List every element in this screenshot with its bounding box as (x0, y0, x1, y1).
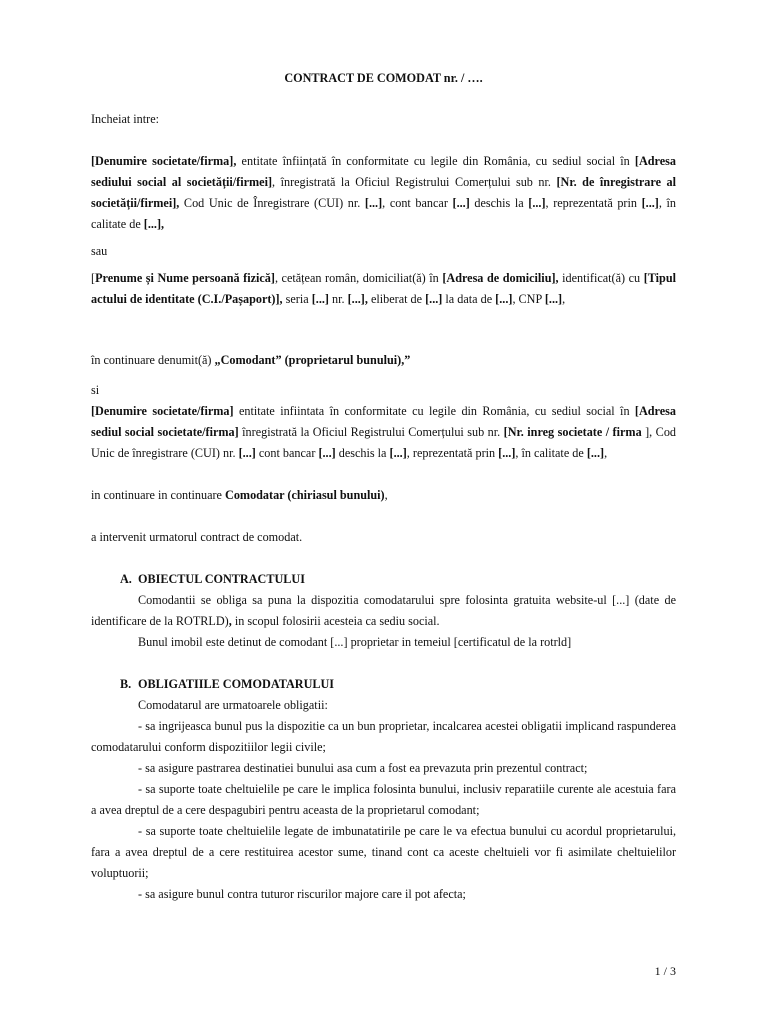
section-a-paragraph-1: Comodantii se obliga sa puna la dispozitia comodatarului spre folosinta gratuita website-ul [...] (date de identificare de la ROTRLD), in scopul folosirii acesteia ca sediu social. (91, 593, 676, 628)
section-a-letter: A. (120, 572, 132, 586)
section-b-intro: Comodatarul are urmatoarele obligatii: (138, 698, 328, 712)
obligation-item-1: - sa ingrijeasca bunul pus la dispozitie ca un bun proprietar, incalcarea acestei obligatii implicand raspunderea comodatarului conform dispozitiilor legii civile; (91, 719, 676, 754)
sau-line: sau (91, 244, 108, 258)
section-b-heading (91, 674, 676, 695)
obligation-item-2: - sa asigure pastrarea destinatiei bunului asa cum a fost ea prevazuta prin prezentul contract; (138, 761, 588, 775)
party1-paragraph: [Denumire societate/firma], entitate înființată în conformitate cu legile din România, cu sediul social în [Adresa sediului social al societății/firmei], înregistrată la Oficiul Registrului Comerțului sub nr. [Nr. de înregistrare al societății/firmei], Cod Unic de Înregistrare (CUI) nr. [...], cont bancar [...] deschis la [...], reprezentată prin [...], în calitate de [...], (91, 154, 676, 231)
obligation-item-5: - sa asigure bunul contra tuturor riscurilor majore care il pot afecta; (138, 887, 466, 901)
intervenit-line: a intervenit urmatorul contract de comodat. (91, 530, 303, 544)
section-a-paragraph-2: Bunul imobil este detinut de comodant [...] proprietar in temeiul [certificatul de la rotrld] (138, 635, 572, 649)
party2-paragraph: [Denumire societate/firma] entitate infiintata în conformitate cu legile din România, cu sediul social în [Adresa sediul social societate/firma] înregistrată la Oficiul Registrului Comerțului sub nr. [Nr. inreg societate / firma ], Cod Unic de înregistrare (CUI) nr. [...] cont bancar [...] deschis la [...], reprezentată prin [...], în calitate de [...], (91, 404, 677, 460)
intro-line: Incheiat intre: (91, 112, 160, 126)
section-a-title: OBIECTUL CONTRACTULUI (138, 572, 305, 586)
page-number: 1 / 3 (654, 964, 676, 978)
section-b-letter: B. (120, 677, 132, 691)
obligation-item-4: - sa suporte toate cheltuielile legate de imbunatatirile pe care le va efectua bunului cu acordul proprietarului, fara a avea dreptul de a cere restituirea acestor sume, tinand cont ca aceste cheltuieli vor fi asimilate cheltuielilor voluptuorii; (91, 824, 676, 880)
contract-title: CONTRACT DE COMODAT nr. / …. (284, 71, 483, 85)
section-b-title: OBLIGATIILE COMODATARULUI (138, 677, 335, 691)
party1-alt-paragraph: [Prenume și Nume persoană fizică], cetățean român, domiciliat(ă) în [Adresa de domiciliu], identificat(ă) cu [Tipul actului de identitate (C.I./Pașaport)], seria [...] nr. [...], eliberat de [...] la data de [...], CNP [...], (91, 271, 676, 306)
comodatar-line: in continuare in continuare Comodatar (chiriasul bunului), (91, 488, 388, 502)
section-a-heading (91, 569, 676, 590)
document-body (91, 68, 676, 905)
obligation-item-3: - sa suporte toate cheltuielile pe care le implica folosinta bunului, inclusiv reparatiile curente ale acestuia fara a avea dreptul de a cere despagubiri pentru aceasta de la proprietarul comodant; (91, 782, 676, 817)
si-line: si (91, 383, 100, 397)
party1-name: [Denumire societate/firma], (91, 154, 237, 168)
comodant-line: în continuare denumit(ă) „Comodant” (proprietarul bunului),” (91, 353, 411, 367)
